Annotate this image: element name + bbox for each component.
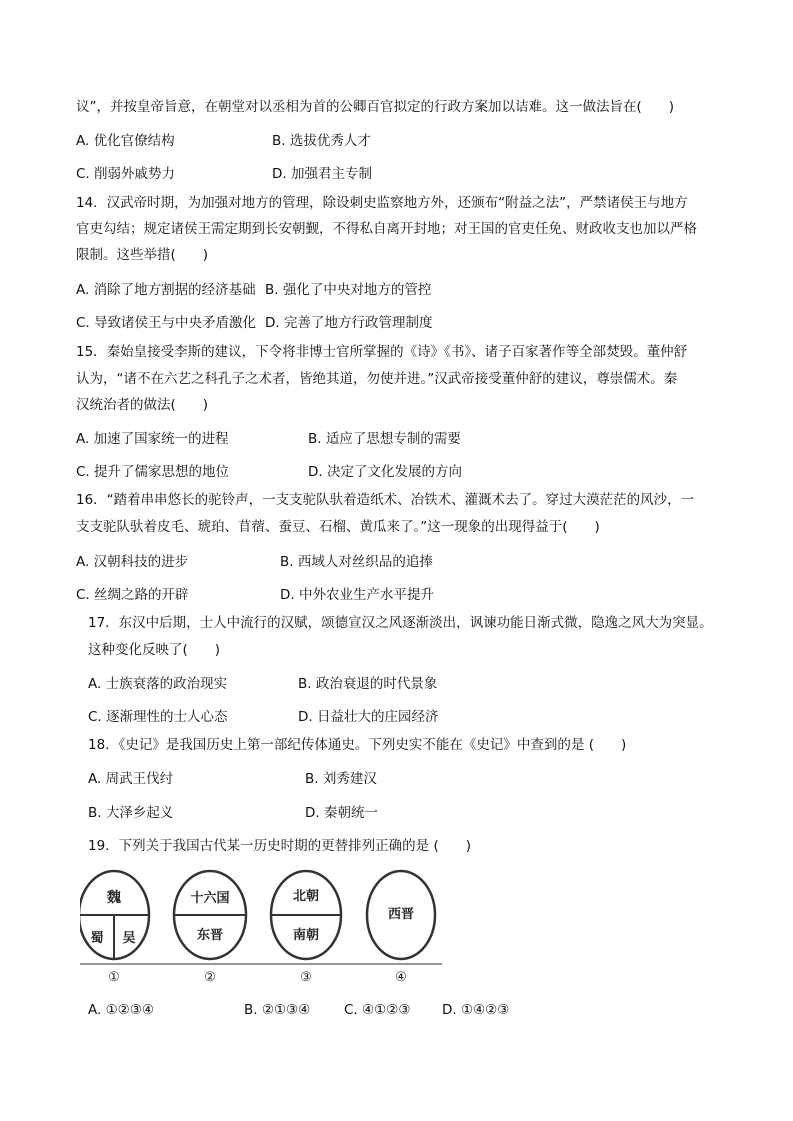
circle-1-label: ① <box>108 970 120 985</box>
circle-2-label: ② <box>204 970 216 985</box>
q15-stem-line-3: 汉统治者的做法( ) <box>76 397 209 413</box>
q18-option-d[interactable]: D. 秦朝统一 <box>305 805 378 821</box>
q19-option-a[interactable]: A. ①②③④ <box>88 1002 154 1018</box>
q14-stem-line-2: 官吏勾结；规定诸侯王需定期到长安朝觐，不得私自离开封地；对王国的官吏任免、财政收支也加以严格 <box>76 221 697 237</box>
q15-option-a[interactable]: A. 加速了国家统一的进程 <box>76 431 229 447</box>
circle-1-bottom-left-text: 蜀 <box>90 931 104 946</box>
q13-option-c[interactable]: C. 削弱外戚势力 <box>76 166 176 182</box>
q14-stem-line-1: 14．汉武帝时期，为加强对地方的管理，除设刺史监察地方外，还颁布“附益之法”，严禁诸侯王与地方 <box>76 195 688 211</box>
q18-option-a[interactable]: A. 周武王伐纣 <box>88 771 174 787</box>
dynasty-circles-svg <box>80 866 445 986</box>
q16-option-d[interactable]: D. 中外农业生产水平提升 <box>280 587 434 603</box>
q19-option-b[interactable]: B. ②①③④ <box>244 1002 311 1018</box>
q13-option-b[interactable]: B. 选拔优秀人才 <box>272 133 371 149</box>
q18-stem: 18．《史记》是我国历史上第一部纪传体通史。下列史实不能在《史记》中查到的是 ( ) <box>88 737 627 753</box>
q18-option-c[interactable]: B. 大泽乡起义 <box>88 805 174 821</box>
q14-stem-line-3: 限制。这些举措( ) <box>76 247 209 263</box>
q19-option-d[interactable]: D. ①④②③ <box>442 1002 510 1018</box>
q13-option-a[interactable]: A. 优化官僚结构 <box>76 133 175 149</box>
circle-4 <box>367 871 435 985</box>
q17-stem-line-1: 17．东汉中后期，士人中流行的汉赋，颂德宣汉之风逐渐淡出，讽谏功能日渐式微，隐逸之风大为突显。 <box>88 615 713 631</box>
q19-option-c[interactable]: C. ④①②③ <box>344 1002 411 1018</box>
circle-1-top-text: 魏 <box>107 890 121 906</box>
q14-option-c[interactable]: C. 导致诸侯王与中央矛盾激化 <box>76 315 257 331</box>
circle-3-label: ③ <box>300 970 312 985</box>
q16-stem-line-1: 16．“踏着串串悠长的驼铃声，一支支驼队驮着造纸术、冶铁术、灌溉术去了。穿过大漠茫茫的风沙，一 <box>76 492 695 508</box>
q15-option-b[interactable]: B. 适应了思想专制的需要 <box>308 431 461 447</box>
q13-option-d[interactable]: D. 加强君主专制 <box>272 166 372 182</box>
dynasty-circles-figure <box>80 866 445 990</box>
q17-option-c[interactable]: C. 逐渐理性的士人心态 <box>88 709 228 725</box>
circle-4-center-text: 西晋 <box>387 907 415 922</box>
q15-option-c[interactable]: C. 提升了儒家思想的地位 <box>76 464 230 480</box>
circle-1-bottom-right-text: 吴 <box>122 931 136 946</box>
q17-stem-line-2: 这种变化反映了( ) <box>88 642 221 658</box>
q17-option-d[interactable]: D. 日益壮大的庄园经济 <box>298 709 439 725</box>
q17-option-a[interactable]: A. 士族衰落的政治现实 <box>88 676 228 692</box>
circle-3-bottom-text: 南朝 <box>292 928 320 943</box>
q14-option-d[interactable]: D. 完善了地方行政管理制度 <box>265 315 433 331</box>
q13-stem-end: 议”，并按皇帝旨意，在朝堂对以丞相为首的公卿百官拟定的行政方案加以诘难。这一做法旨在( ) <box>76 99 675 115</box>
circle-2-bottom-text: 东晋 <box>196 928 224 943</box>
q16-stem-line-2: 支支驼队驮着皮毛、琥珀、苜蓿、蚕豆、石榴、黄瓜来了。”这一现象的出现得益于( ) <box>76 519 600 535</box>
circle-3 <box>271 871 341 985</box>
q16-option-c[interactable]: C. 丝绸之路的开辟 <box>76 587 189 603</box>
circle-2-top-text: 十六国 <box>190 891 230 906</box>
q15-stem-line-1: 15．秦始皇接受李斯的建议，下令将非博士官所掌握的《诗》《书》、诸子百家著作等全部焚毁。董仲舒 <box>76 344 688 360</box>
q17-option-b[interactable]: B. 政治衰退的时代景象 <box>298 676 438 692</box>
q14-option-b[interactable]: B. 强化了中央对地方的管控 <box>265 282 432 298</box>
q15-stem-line-2: 认为，“诸不在六艺之科孔子之术者，皆绝其道，勿使并进。”汉武帝接受董仲舒的建议，尊崇儒术。秦 <box>76 371 678 387</box>
q19-stem: 19．下列关于我国古代某一历史时期的更替排列正确的是 ( ) <box>88 838 472 854</box>
q15-option-d[interactable]: D. 决定了文化发展的方向 <box>308 464 462 480</box>
q18-option-b[interactable]: B. 刘秀建汉 <box>305 771 377 787</box>
circle-1 <box>80 871 149 985</box>
q16-option-b[interactable]: B. 西域人对丝织品的追捧 <box>280 554 433 570</box>
circle-3-top-text: 北朝 <box>292 889 320 904</box>
q16-option-a[interactable]: A. 汉朝科技的进步 <box>76 554 189 570</box>
circle-4-label: ④ <box>395 970 407 985</box>
q14-option-a[interactable]: A. 消除了地方割据的经济基础 <box>76 282 256 298</box>
circle-2 <box>174 871 246 985</box>
